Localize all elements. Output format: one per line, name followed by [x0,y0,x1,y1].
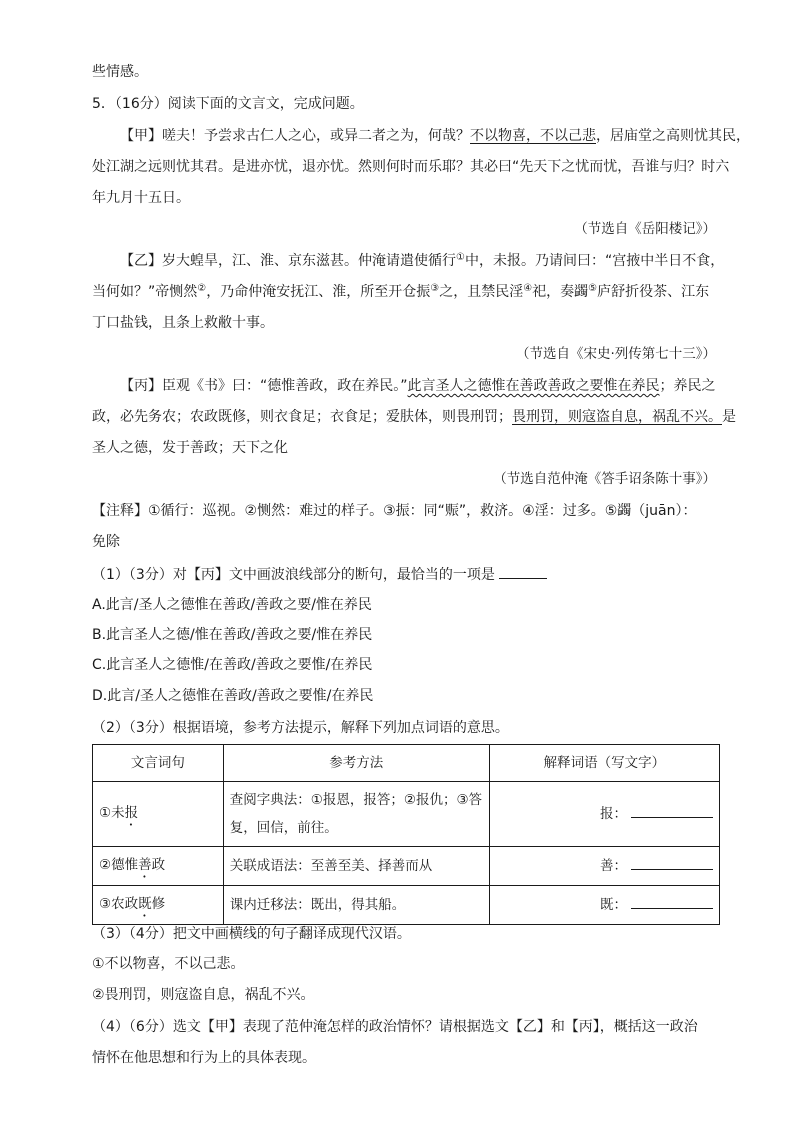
phrase-cell: ①未报 [93,782,224,847]
bing-line-2: 政，必先务农；农政既修，则衣食足；衣食足；爱肤体，则畏刑罚；畏刑罚，则寇盗自息，祸乱不兴。是 [92,409,736,425]
yi-line-1: 【乙】岁大蝗旱，江、淮、京东滋甚。仲淹请遣使循行①中，未报。乃请间曰：“宫掖中半日不食， [120,252,725,269]
answer-line[interactable] [631,801,713,818]
sub1-stem: （1）（3分）对【丙】文中画波浪线部分的断句，最恰当的一项是 [92,564,547,585]
option-d: D.此言/圣人之德惟在善政/善政之要惟/在养民 [92,688,374,704]
notes-line-1: 【注释】①循行：巡视。②恻然：难过的样子。③振：同“赈”，救济。④淫：过多。⑤蠲（juān）： [92,503,697,519]
method-cell: 关联成语法：至善至美、择善而从 [223,847,489,886]
answer-blank[interactable] [499,564,547,579]
table-row [93,886,720,925]
jia-line-3: 年九月十五日。 [92,190,190,206]
bing-line-3: 圣人之德，发于善政；天下之化 [92,440,288,456]
jia-source: （节选自《岳阳楼记》） [574,221,716,237]
word-explanation-table [92,744,720,925]
bing-underlined-sentence: 畏刑罚，则寇盗自息，祸乱不兴。 [512,409,722,425]
sub3-stem: （3）（4分）把文中画横线的句子翻译成现代汉语。 [92,926,411,942]
dotted-word: 既 [138,896,152,912]
sub3-sentence-1: ①不以物喜，不以己悲。 [92,956,245,972]
answer-cell: 报： [489,782,719,847]
answer-line[interactable] [631,892,713,909]
note-marker-4: ④ [523,283,533,294]
answer-line[interactable] [631,853,713,870]
answer-cell: 善： [489,847,719,886]
table-row [93,847,720,886]
dotted-word: 善 [138,857,152,873]
question-5-heading: 5．（16分）阅读下面的文言文，完成问题。 [92,96,364,112]
jia-underlined-sentence: 不以物喜，不以己悲 [470,128,596,144]
phrase-cell: ②德惟善政 [93,847,224,886]
note-marker-3: ③ [430,283,440,294]
note-marker-5: ⑤ [588,283,598,294]
yi-line-2: 当何如？”帝恻然②，乃命仲淹安抚江、淮，所至开仓振③之，且禁民淫④祀，奏蠲⑤庐舒折役茶、江东 [92,283,710,300]
sub2-stem: （2）（3分）根据语境，参考方法提示，解释下列加点词语的意思。 [92,720,509,736]
intro-tail-text: 些情感。 [92,64,148,80]
method-cell: 课内迁移法：既出，得其船。 [223,886,489,925]
sub4-line-1: （4）（6分）选文【甲】表现了范仲淹怎样的政治情怀？请根据选文【乙】和【丙】，概括这一政治 [92,1019,698,1035]
yi-line-3: 丁口盐钱，且条上救敝十事。 [92,315,274,331]
note-marker-1: ① [456,252,465,263]
method-cell: 查阅字典法：①报恩，报答；②报仇；③答复，回信，前往。 [223,782,489,847]
option-c: C.此言圣人之德惟/在善政/善政之要惟/在养民 [92,657,373,673]
dotted-word: 报 [124,805,139,821]
table-header-cell: 解释词语（写文字） [489,745,719,782]
table-header-cell: 参考方法 [223,745,489,782]
yi-source: （节选自《宋史·列传第七十三》） [515,346,716,362]
table-row [93,782,720,847]
jia-line-2: 处江湖之远则忧其君。是进亦忧，退亦忧。然则何时而乐耶？其必曰“先天下之忧而忧，吾谁与归？时六 [92,159,730,175]
option-a: A.此言/圣人之德惟在善政/善政之要/惟在养民 [92,597,372,613]
sub3-sentence-2: ②畏刑罚，则寇盗自息，祸乱不兴。 [92,987,315,1003]
bing-line-1: 【丙】臣观《书》曰：“德惟善政，政在养民。”此言圣人之德惟在善政善政之要惟在养民；养民之 [120,378,716,394]
table-header-row [93,745,720,782]
sub4-line-2: 情怀在他思想和行为上的具体表现。 [92,1050,316,1066]
notes-line-2: 免除 [92,534,120,550]
bing-source: （节选自范仲淹《答手诏条陈十事》） [493,471,716,487]
jia-line-1: 【甲】嗟夫！予尝求古仁人之心，或异二者之为，何哉？不以物喜，不以己悲，居庙堂之高则忧其民， [120,128,750,144]
answer-cell: 既： [489,886,719,925]
bing-wavy-underlined-sentence: 此言圣人之德惟在善政善政之要惟在养民 [407,378,660,394]
note-marker-2: ② [197,283,207,294]
phrase-cell: ③农政既修 [93,886,224,925]
table-header-cell: 文言词句 [93,745,224,782]
option-b: B.此言圣人之德/惟在善政/善政之要/惟在养民 [92,627,373,643]
